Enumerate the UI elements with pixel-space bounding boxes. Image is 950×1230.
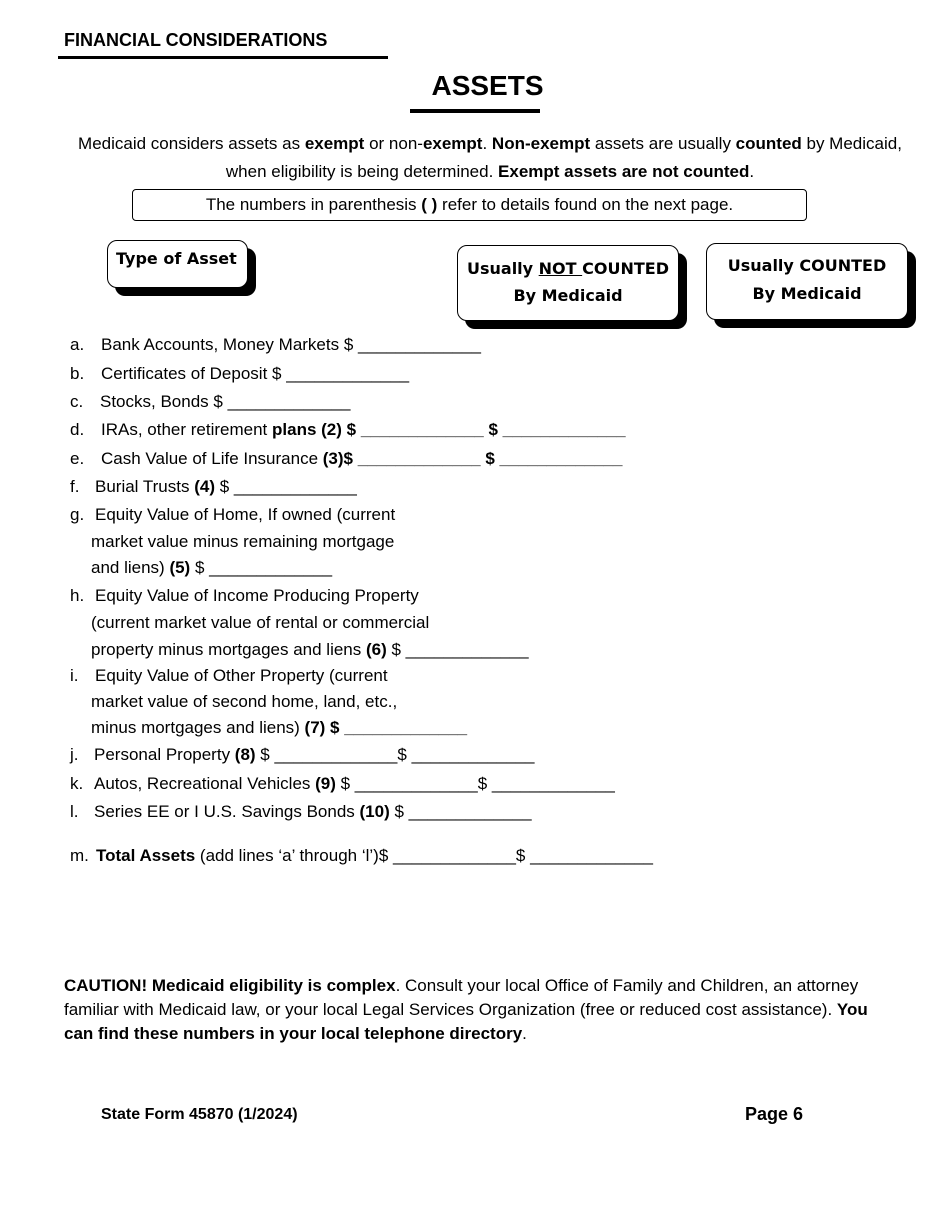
asset-row-h-line2: (current market value of rental or commercial xyxy=(91,613,430,632)
not-counted-column-header: Usually NOT COUNTED By Medicaid xyxy=(457,245,679,321)
title-underline xyxy=(410,109,540,113)
asset-row-i-line3[interactable]: minus mortgages and liens) (7) $ _____________ xyxy=(91,718,468,737)
asset-row-c[interactable]: c. Stocks, Bonds $ _____________ xyxy=(70,392,351,411)
asset-row-i[interactable]: i. Equity Value of Other Property (current xyxy=(70,666,388,685)
counted-column-header: Usually COUNTED By Medicaid xyxy=(706,243,908,320)
asset-row-h[interactable]: h. Equity Value of Income Producing Property xyxy=(70,586,419,605)
page-number: Page 6 xyxy=(745,1104,804,1124)
asset-row-i-line2: market value of second home, land, etc., xyxy=(91,692,398,711)
type-of-asset-header: Type of Asset xyxy=(107,240,248,288)
asset-row-g-line3[interactable]: and liens) (5) $ _____________ xyxy=(91,558,333,577)
page-title: ASSETS xyxy=(431,70,544,101)
asset-row-h-line3[interactable]: property minus mortgages and liens (6) $ _____________ xyxy=(91,640,529,659)
parenthesis-note-box: The numbers in parenthesis ( ) refer to details found on the next page. xyxy=(132,189,807,221)
asset-row-j[interactable]: j. Personal Property (8) $ _____________$ _____________ xyxy=(70,745,535,764)
section-header-underline xyxy=(58,56,388,59)
section-header: FINANCIAL CONSIDERATIONS xyxy=(64,30,328,50)
asset-row-l[interactable]: l. Series EE or I U.S. Savings Bonds (10) $ _____________ xyxy=(70,802,532,821)
asset-row-a[interactable]: a. Bank Accounts, Money Markets $ _____________ xyxy=(70,335,481,354)
asset-row-f[interactable]: f. Burial Trusts (4) $ _____________ xyxy=(70,477,357,496)
form-number: State Form 45870 (1/2024) xyxy=(101,1106,298,1123)
caution-paragraph: CAUTION! Medicaid eligibility is complex. Consult your local Office of Family and Children, an attorney familiar with Medicaid law, or your local Legal Services Organization (free or reduced cost assistance). You can find these numbers in your local telephone directory. xyxy=(64,976,868,1043)
asset-row-g-line2: market value minus remaining mortgage xyxy=(91,532,395,551)
asset-row-g[interactable]: g. Equity Value of Home, If owned (current xyxy=(70,505,396,524)
asset-row-d[interactable]: d. IRAs, other retirement plans (2) $ _____________ $ _____________ xyxy=(70,420,626,439)
total-assets-row[interactable]: m. Total Assets (add lines ‘a’ through ‘l’)$ _____________$ _____________ xyxy=(70,846,654,865)
asset-row-b[interactable]: b. Certificates of Deposit $ _____________ xyxy=(70,364,410,383)
intro-paragraph: Medicaid considers assets as exempt or non-exempt. Non-exempt assets are usually counted by Medicaid, when eligibility is being determined. Exempt assets are not counted. xyxy=(78,134,902,181)
asset-row-k[interactable]: k. Autos, Recreational Vehicles (9) $ _____________$ _____________ xyxy=(70,774,615,793)
asset-row-e[interactable]: e. Cash Value of Life Insurance (3)$ _____________ $ _____________ xyxy=(70,449,623,468)
